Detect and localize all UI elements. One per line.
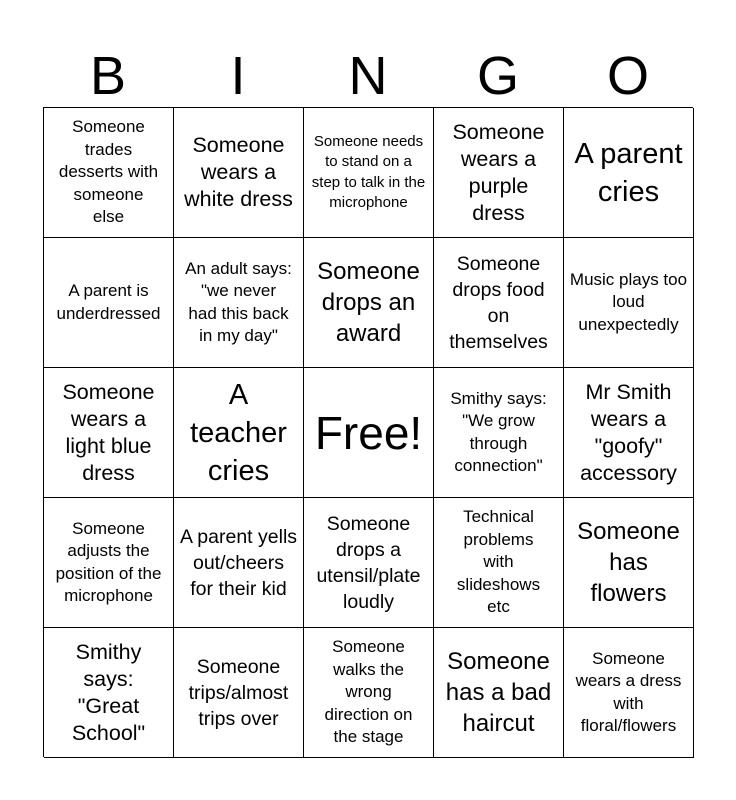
cell-text: A parent yells out/cheers for their kid bbox=[179, 525, 298, 600]
cell-text: Smithy says: "We grow through connection" bbox=[450, 388, 547, 475]
cell-text: A parent cries bbox=[574, 137, 683, 208]
bingo-cell[interactable] bbox=[564, 108, 694, 238]
bingo-cell[interactable] bbox=[304, 628, 434, 758]
bingo-header bbox=[43, 44, 693, 108]
cell-text: Someone trades desserts with someone else bbox=[58, 117, 159, 227]
bingo-cell[interactable] bbox=[174, 498, 304, 628]
cell-text: Someone wears a purple dress bbox=[452, 119, 545, 225]
free-space-label: Free! bbox=[314, 406, 423, 459]
header-letter-b: B bbox=[89, 46, 127, 106]
cell-text: Someone has flowers bbox=[577, 518, 680, 607]
bingo-cell[interactable] bbox=[564, 238, 694, 368]
cell-text: Someone wears a light blue dress bbox=[62, 379, 155, 485]
bingo-cell[interactable] bbox=[434, 628, 564, 758]
cell-text: Someone drops a utensil/plate loudly bbox=[316, 512, 421, 613]
bingo-cell[interactable] bbox=[304, 498, 434, 628]
bingo-cell[interactable] bbox=[174, 628, 304, 758]
bingo-cell[interactable] bbox=[174, 238, 304, 368]
bingo-cell[interactable] bbox=[564, 628, 694, 758]
cell-text: Someone wears a white dress bbox=[184, 133, 293, 211]
cell-text: Someone adjusts the position of the microphone bbox=[55, 518, 162, 605]
cell-text: Someone drops an award bbox=[317, 258, 420, 347]
header-letter-n: N bbox=[348, 46, 388, 106]
cell-text: Technical problems with slideshows etc bbox=[456, 507, 541, 617]
bingo-cell[interactable] bbox=[174, 368, 304, 498]
bingo-cell[interactable] bbox=[44, 628, 174, 758]
header-letter-o: O bbox=[606, 46, 649, 106]
cell-text: Someone has a bad haircut bbox=[445, 648, 552, 737]
bingo-cell[interactable] bbox=[44, 108, 174, 238]
cell-text: An adult says: "we never had this back in my day" bbox=[185, 258, 292, 345]
cell-text: Someone walks the wrong direction on the stage bbox=[324, 637, 413, 747]
cell-text: Smithy says: "Great School" bbox=[71, 639, 146, 745]
bingo-cell[interactable] bbox=[434, 108, 564, 238]
cell-text: A parent is underdressed bbox=[56, 281, 161, 323]
bingo-cell[interactable] bbox=[44, 368, 174, 498]
bingo-cell[interactable] bbox=[304, 108, 434, 238]
bingo-cell[interactable] bbox=[44, 498, 174, 628]
cell-text: A teacher cries bbox=[190, 378, 287, 487]
bingo-cell[interactable] bbox=[434, 498, 564, 628]
bingo-cell[interactable] bbox=[304, 238, 434, 368]
cell-text: Someone wears a dress with floral/flowers bbox=[575, 648, 682, 735]
cell-text: Someone trips/almost trips over bbox=[188, 655, 289, 730]
cell-text: Mr Smith wears a "goofy" accessory bbox=[580, 379, 677, 485]
bingo-cell[interactable] bbox=[434, 368, 564, 498]
cell-text: Someone needs to stand on a step to talk in the microphone bbox=[311, 132, 426, 211]
bingo-cell[interactable] bbox=[44, 238, 174, 368]
header-letter-g: G bbox=[476, 46, 519, 106]
header-letter-i: I bbox=[230, 46, 246, 106]
bingo-cell[interactable] bbox=[564, 498, 694, 628]
bingo-board bbox=[43, 107, 693, 757]
bingo-cell[interactable] bbox=[174, 108, 304, 238]
cell-text: Music plays too loud unexpectedly bbox=[569, 269, 688, 334]
cell-text: Someone drops food on themselves bbox=[449, 252, 548, 353]
bingo-cell[interactable] bbox=[434, 238, 564, 368]
bingo-cell-free[interactable] bbox=[304, 368, 434, 498]
bingo-cell[interactable] bbox=[564, 368, 694, 498]
